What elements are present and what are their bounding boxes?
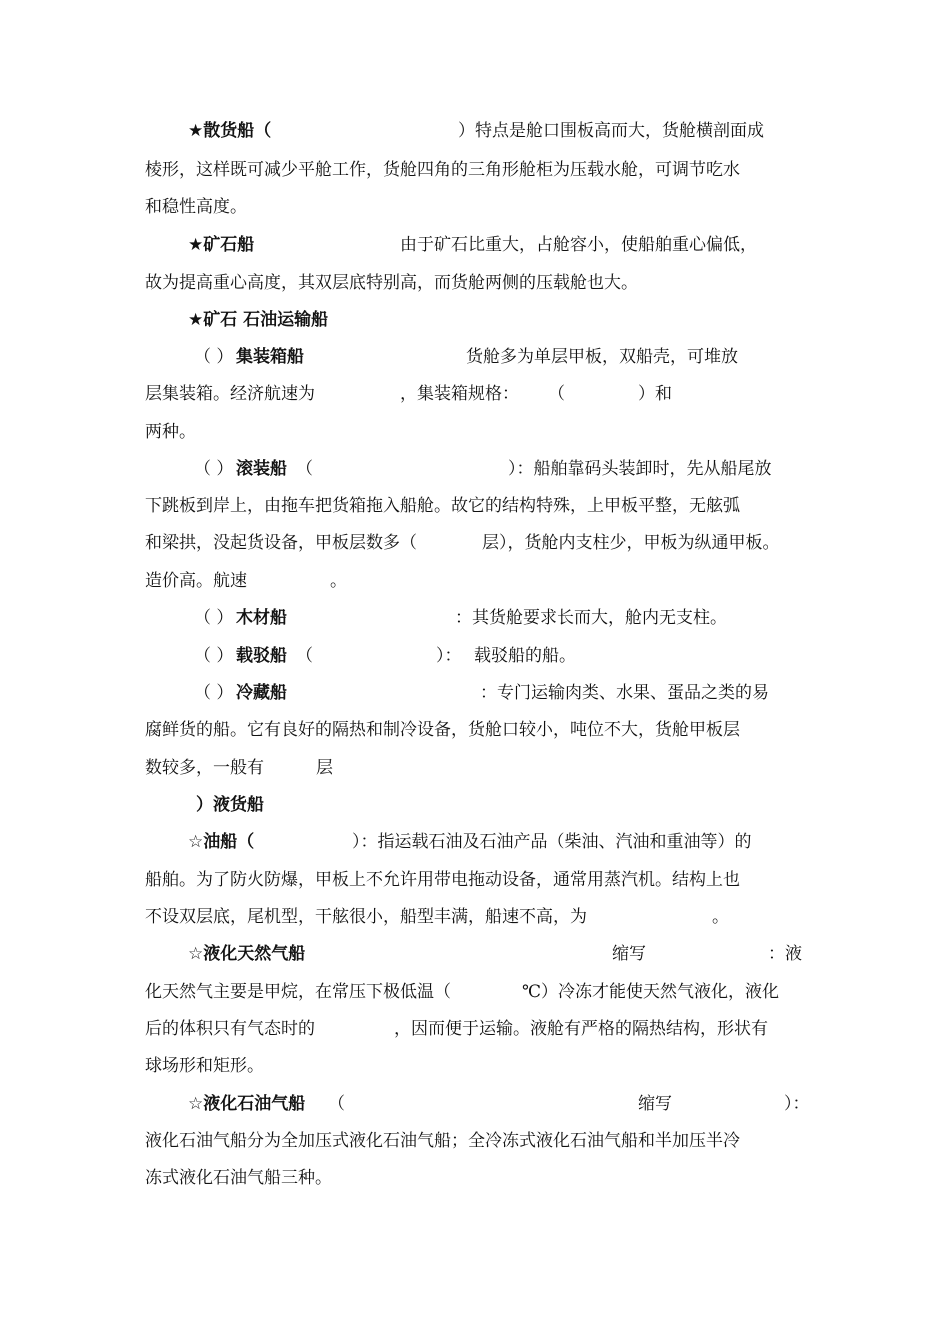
container-ship-line2c: （: [548, 384, 565, 404]
lng-carrier-colon: ：液: [768, 944, 802, 964]
bulk-carrier-line3: 和稳性高度。: [145, 197, 247, 217]
lpg-carrier-open: （: [328, 1094, 345, 1114]
container-ship-title: 集装箱船: [236, 347, 304, 367]
container-ship-line3: 两种。: [145, 422, 196, 442]
lng-carrier-line4: 球场形和矩形。: [145, 1056, 264, 1076]
lng-carrier-line3b: ，因而便于运输。液舱有严格的隔热结构，形状有: [394, 1019, 768, 1039]
roro-ship-prefix: （ ）: [194, 459, 234, 479]
lng-carrier-line2a: 化天然气主要是甲烷，在常压下极低温（: [145, 982, 451, 1002]
oil-tanker-title: ☆油船（: [188, 832, 255, 852]
roro-ship-line2: 下跳板到岸上，由拖车把货箱拖入船舱。故它的结构特殊，上甲板平整，无舷弧: [145, 496, 740, 516]
reefer-ship-title: 冷藏船: [236, 683, 287, 703]
ore-oil-carrier-title: ★矿石 石油运输船: [188, 310, 329, 330]
bulk-carrier-line2: 棱形，这样既可减少平舱工作，货舱四角的三角形舱柜为压载水舱，可调节吃水: [145, 160, 740, 180]
roro-ship-open: （: [296, 459, 313, 479]
reefer-ship-text: ：专门运输肉类、水果、蛋品之类的易: [480, 683, 769, 703]
ore-carrier-line2: 故为提高重心高度，其双层底特别高，而货舱两侧的压载舱也大。: [145, 273, 638, 293]
roro-ship-line4a: 造价高。航速: [145, 571, 247, 591]
lng-carrier-title: ☆液化天然气船: [188, 944, 306, 964]
oil-tanker-line3a: 不设双层底，尾机型，干舷很小，船型丰满，船速不高，为: [145, 907, 587, 927]
lng-carrier-line3a: 后的体积只有气态时的: [145, 1019, 315, 1039]
timber-ship-title: 木材船: [236, 608, 287, 628]
container-ship-prefix: （ ）: [194, 347, 234, 367]
reefer-ship-prefix: （ ）: [194, 683, 234, 703]
reefer-ship-line3b: 层: [316, 758, 333, 778]
oil-tanker-text: ）：指运载石油及石油产品（柴油、汽油和重油等）的: [352, 832, 752, 852]
roro-ship-title: 滚装船: [236, 459, 287, 479]
ore-carrier-title: ★矿石船: [188, 235, 255, 255]
reefer-ship-line2: 腐鲜货的船。它有良好的隔热和制冷设备，货舱口较小，吨位不大，货舱甲板层: [145, 720, 740, 740]
lpg-carrier-line3: 冻式液化石油气船三种。: [145, 1168, 332, 1188]
timber-ship-prefix: （ ）: [194, 608, 234, 628]
lpg-carrier-title: ☆液化石油气船: [188, 1094, 306, 1114]
container-ship-line2b: ，集装箱规格：: [400, 384, 519, 404]
lpg-carrier-abbr: 缩写: [638, 1094, 672, 1114]
oil-tanker-line2: 船舶。为了防火防爆，甲板上不允许用带电拖动设备，通常用蒸汽机。结构上也: [145, 870, 740, 890]
lng-carrier-line2b: ℃）冷冻才能使天然气液化，液化: [522, 982, 780, 1002]
roro-ship-line3b: 层），货舱内支柱少，甲板为纵通甲板。: [482, 533, 780, 553]
timber-ship-text: ：其货舱要求长而大，舱内无支柱。: [455, 608, 727, 628]
container-ship-line2d: ）和: [638, 384, 672, 404]
reefer-ship-line3a: 数较多，一般有: [145, 758, 264, 778]
bulk-carrier-text: ）特点是舱口围板高而大，货舱横剖面成: [458, 121, 764, 141]
liquid-cargo-title: ）液货船: [196, 795, 264, 815]
container-ship-line2a: 层集装箱。经济航速为: [145, 384, 315, 404]
barge-ship-title: 载驳船: [236, 646, 287, 666]
barge-ship-prefix: （ ）: [194, 646, 234, 666]
container-ship-text: 货舱多为单层甲板，双船壳，可堆放: [466, 347, 738, 367]
lpg-carrier-line2: 液化石油气船分为全加压式液化石油气船；全冷冻式液化石油气船和半加压半冷: [145, 1131, 740, 1151]
barge-ship-close: ）：: [436, 646, 462, 666]
oil-tanker-line3b: 。: [712, 907, 729, 927]
lpg-carrier-close: ）：: [784, 1094, 810, 1114]
bulk-carrier-title: ★散货船（: [188, 121, 272, 141]
roro-ship-line3a: 和梁拱，没起货设备，甲板层数多（: [145, 533, 417, 553]
barge-ship-open: （: [296, 646, 313, 666]
lng-carrier-abbr: 缩写: [612, 944, 646, 964]
roro-ship-text: ）：船舶靠码头装卸时，先从船尾放: [508, 459, 772, 479]
roro-ship-line4b: 。: [330, 571, 347, 591]
ore-carrier-text: 由于矿石比重大，占舱容小，使船舶重心偏低，: [400, 235, 757, 255]
barge-ship-text: 载驳船的船。: [474, 646, 576, 666]
